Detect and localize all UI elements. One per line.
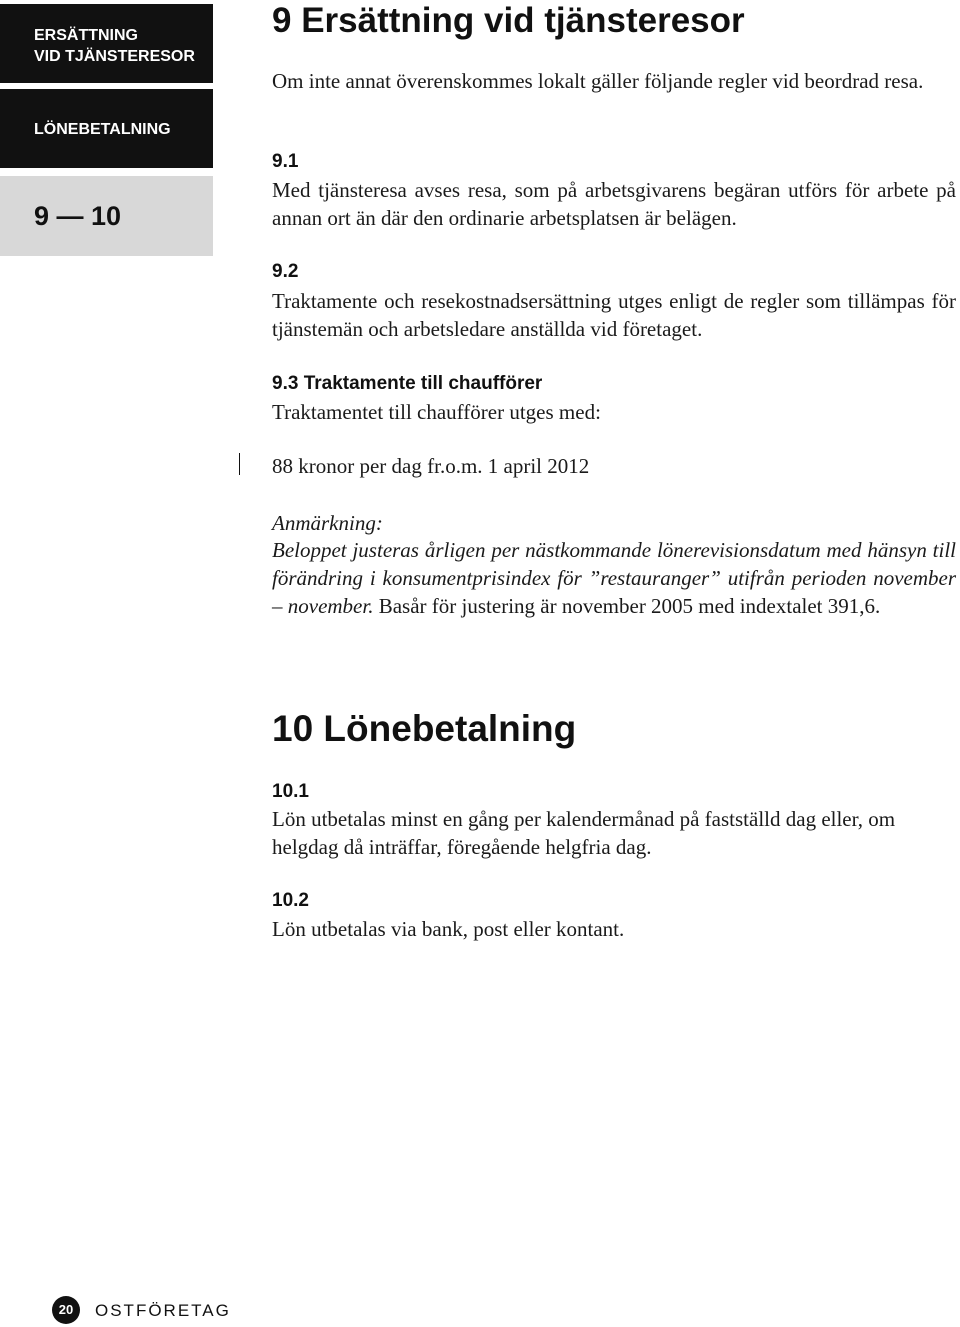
section-9-2-text: Traktamente och resekostnadsersättning utges enligt de regler som tillämpas för tjänstemän och arbetsledare anställda vid företaget. [272, 289, 956, 341]
section-9-2-number: 9.2 [272, 261, 299, 282]
note-label: Anmärkning: [272, 511, 383, 535]
sidebar-tab-label: LÖNEBETALNING [34, 121, 171, 138]
section-range-label: 9 — 10 [34, 201, 122, 231]
sidebar-section-range [0, 176, 213, 256]
note-text [272, 536, 956, 620]
note-base-year-text: Basår för justering är november 2005 med indextalet 391,6. [373, 594, 881, 618]
section-10-2-text: Lön utbetalas via bank, post eller kontant. [272, 917, 625, 941]
section-9-intro: Om inte annat överenskommes lokalt gäller följande regler vid beordrad resa. [272, 69, 924, 93]
page-number-badge: 20 [52, 1296, 80, 1324]
sidebar-tab-ersattning[interactable] [0, 4, 213, 83]
section-9-1-number: 9.1 [272, 151, 299, 172]
section-9-3-heading: 9.3 Traktamente till chaufförer [272, 373, 543, 394]
sidebar-tab-lonebetalning[interactable] [0, 89, 213, 168]
sidebar-tab-label-line2: VID TJÄNSTERESOR [34, 48, 195, 65]
section-9-1-text: Med tjänsteresa avses resa, som på arbetsgivarens begäran utförs för arbete på annan ort än där den ordinarie arbetsplatsen är belägen. [272, 178, 956, 230]
sidebar-tab-label-line1: ERSÄTTNING [34, 27, 138, 44]
note-italic-text: Beloppet justeras årligen per nästkommande lönerevisionsdatum med hänsyn till förändring i konsumentprisindex för ”restauranger” utifrån perioden november – november. [272, 538, 956, 618]
section-10-1-number: 10.1 [272, 781, 309, 802]
section-10-1-text: Lön utbetalas minst en gång per kalendermånad på fastställd dag eller, om helgdag då inträffar, föregående helgfria dag. [272, 807, 896, 859]
footer-brand: OSTFÖRETAG [95, 1301, 231, 1320]
rate-line: 88 kronor per dag fr.o.m. 1 april 2012 [272, 454, 590, 478]
section-9-title: 9 Ersättning vid tjänsteresor [272, 1, 745, 40]
section-9-3-text: Traktamentet till chaufförer utges med: [272, 400, 601, 424]
change-bar [239, 453, 240, 475]
section-10-title: 10 Lönebetalning [272, 708, 577, 749]
section-10-2-number: 10.2 [272, 890, 309, 911]
